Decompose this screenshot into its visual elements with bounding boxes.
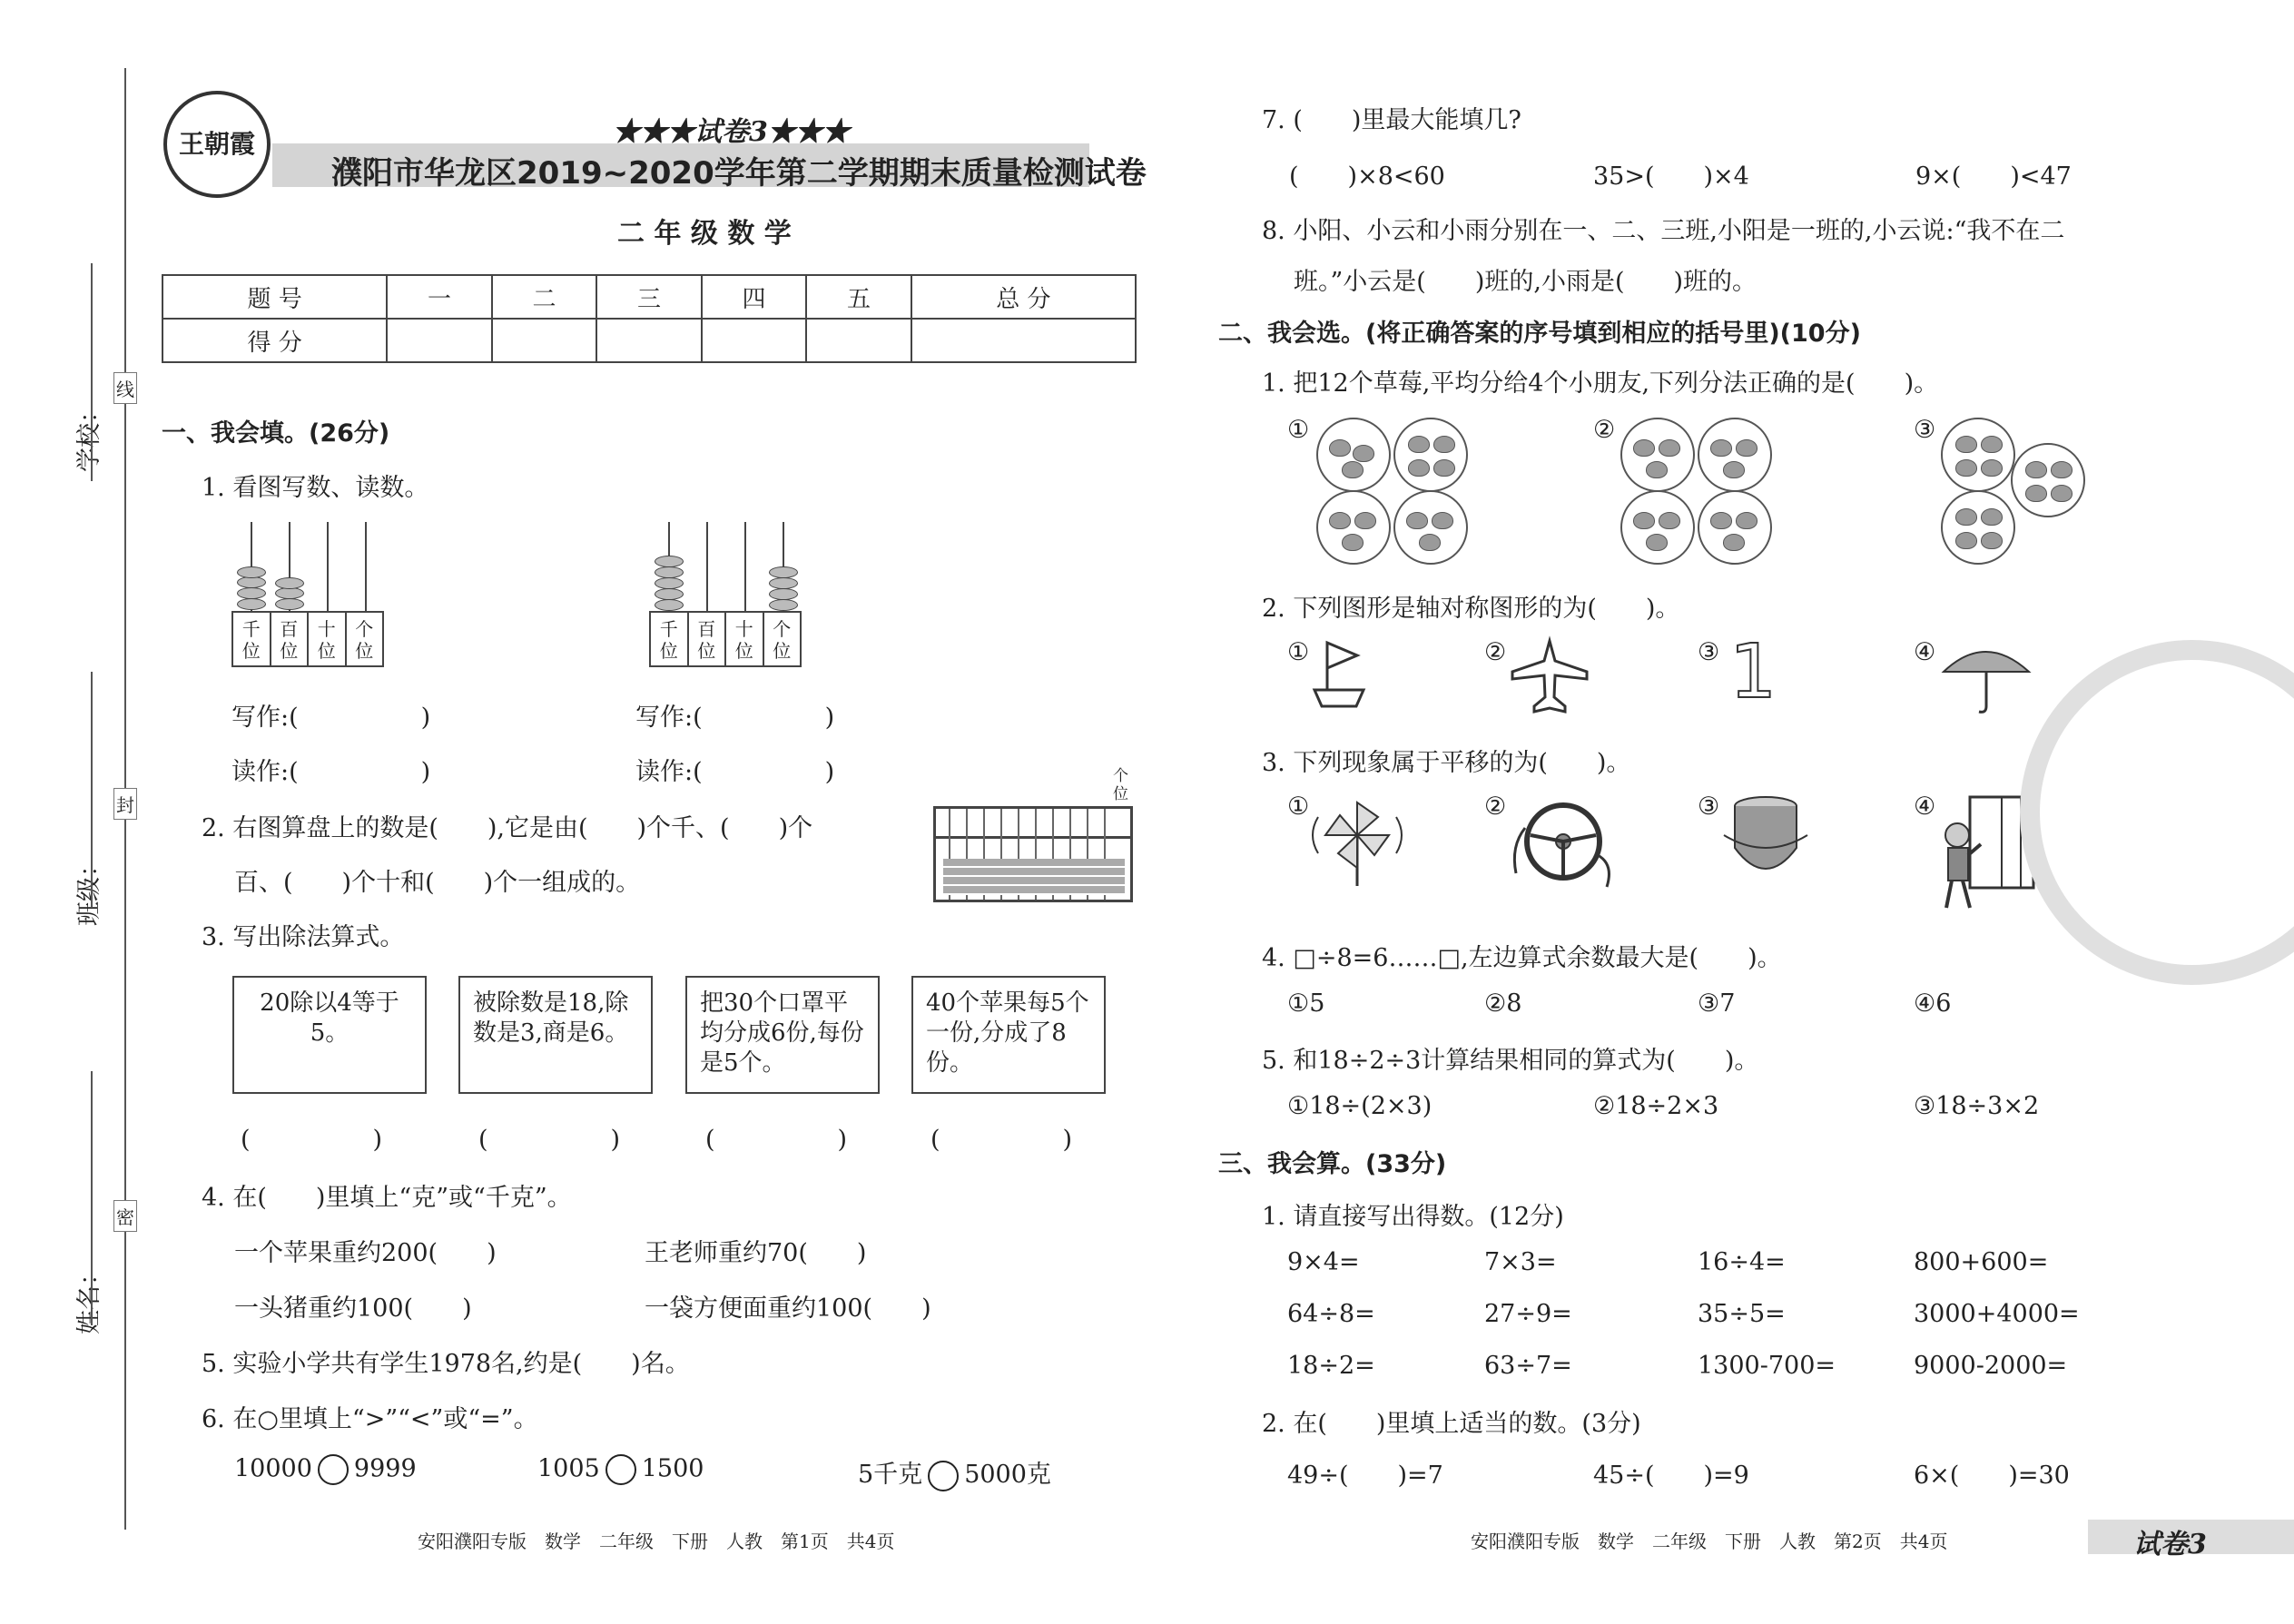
score-header-cell: 总 分 [911,275,1136,319]
abacus-2 [649,522,803,672]
seal-mark-2: 封 [113,788,137,820]
plate [1620,490,1695,565]
division-answer-1[interactable]: ( ) [241,1126,383,1154]
calc-item[interactable]: 64÷8= [1287,1300,1375,1328]
section-2-heading: 二、我会选。(将正确答案的序号填到相应的括号里)(10分) [1218,320,1861,348]
page-footer-right: 安阳濮阳专版 数学 二年级 下册 人教 第2页 共4页 [1471,1530,1948,1552]
question-2-line-1: 2. 右图算盘上的数是( ),它是由( )个千、( )个 [202,814,813,842]
score-header-cell: 四 [702,275,806,319]
compare-item-2 [537,1454,704,1485]
question-5: 5. 实验小学共有学生1978名,约是( )名。 [202,1350,690,1378]
question-1: 1. 看图写数、读数。 [202,474,429,502]
choice-question-5: 5. 和18÷2÷3计算结果相同的算式为( )。 [1262,1047,1759,1075]
question-4: 4. 在( )里填上“克”或“千克”。 [202,1184,572,1212]
calc-item[interactable]: 7×3= [1484,1248,1557,1276]
score-input-cell[interactable] [806,319,911,362]
option-choice[interactable]: ①5 [1287,989,1325,1018]
read-answer-2[interactable]: 读作:( ) [635,758,835,786]
logo-text: 王朝霞 [178,129,255,159]
choice-question-4: 4. □÷8=6……□,左边算式余数最大是( )。 [1262,944,1782,972]
choice-question-2: 2. 下列图形是轴对称图形的为( )。 [1262,595,1680,623]
option-label[interactable]: ① [1287,416,1310,444]
question-2-line-2: 百、( )个十和( )个一组成的。 [234,869,641,897]
question-4d[interactable]: 一袋方便面重约100( ) [645,1294,931,1323]
test-number-tag: 试卷3 [2133,1529,2207,1560]
option-label[interactable]: ③ [1914,416,1936,444]
compare-left: 1005 [537,1454,600,1483]
option-label[interactable]: ① [1287,638,1310,666]
pinwheel-icon [1307,790,1416,890]
place-label: 千位 [651,613,689,665]
fill-item[interactable]: 45÷( )=9 [1593,1462,1749,1490]
calc-item[interactable]: 9×4= [1287,1248,1360,1276]
read-answer-1[interactable]: 读作:( ) [231,758,431,786]
spinning-top-icon [1720,790,1811,890]
class-label: 班级： [75,852,103,926]
exam-title: 濮阳市华龙区2019~2020学年第二学期期末质量检测试卷 [331,155,1147,192]
compare-circle[interactable] [928,1461,959,1491]
option-label[interactable]: ④ [1914,792,1936,821]
choice-question-3: 3. 下列现象属于平移的为( )。 [1262,749,1631,777]
test-badge: ★★★试卷3★★★ [613,116,850,148]
question-7a[interactable]: ( )×8<60 [1289,162,1445,191]
digit-one-figure: 1 [1729,629,1777,715]
place-label: 十位 [309,613,347,665]
score-input-cell[interactable] [596,319,701,362]
plate [1698,418,1772,492]
plate [1941,490,2015,565]
question-7c[interactable]: 9×( )<47 [1915,162,2072,191]
option-label[interactable]: ③ [1698,638,1720,666]
umbrella-icon [1938,635,2033,717]
option-label[interactable]: ② [1484,792,1507,821]
choice-question-1: 1. 把12个草莓,平均分给4个小朋友,下列分法正确的是( )。 [1262,369,1939,398]
place-label: 千位 [233,613,271,665]
compare-right: 9999 [353,1454,417,1483]
publisher-logo [163,91,271,198]
division-prompt-3: 把30个口罩平均分成6份,每份是5个。 [685,976,880,1094]
name-blank [91,1071,93,1325]
question-6: 6. 在○里填上“>”“<”或“=”。 [202,1405,538,1433]
division-prompt-2: 被除数是18,除数是3,商是6。 [458,976,653,1094]
place-label: 百位 [271,613,310,665]
compare-right: 5000克 [964,1461,1051,1489]
compare-right: 1500 [641,1454,704,1483]
division-answer-3[interactable]: ( ) [705,1126,848,1154]
question-4b[interactable]: 王老师重约70( ) [645,1239,867,1267]
question-3: 3. 写出除法算式。 [202,923,405,951]
division-answer-4[interactable]: ( ) [930,1126,1073,1154]
calc-item[interactable]: 35÷5= [1698,1300,1786,1328]
option-choice[interactable]: ①18÷(2×3) [1287,1092,1433,1120]
option-label[interactable]: ② [1593,416,1616,444]
question-7b[interactable]: 35>( )×4 [1593,162,1749,191]
compare-item-3 [858,1454,1051,1491]
compare-left: 10000 [234,1454,312,1483]
question-4c[interactable]: 一头猪重约100( ) [234,1294,472,1323]
abacus-1 [231,522,386,672]
calc-item[interactable]: 3000+4000= [1914,1300,2080,1328]
section-3-heading: 三、我会算。(33分) [1218,1150,1447,1178]
score-input-cell[interactable] [387,319,491,362]
plate [2011,443,2085,517]
calc-question-2: 2. 在( )里填上适当的数。(3分) [1262,1410,1641,1438]
plate [1393,490,1468,565]
score-input-cell[interactable] [702,319,806,362]
fill-item[interactable]: 6×( )=30 [1914,1462,2070,1490]
plate [1393,418,1468,492]
option-label[interactable]: ② [1484,638,1507,666]
calc-item[interactable]: 800+600= [1914,1248,2049,1276]
write-answer-1[interactable]: 写作:( ) [231,704,431,732]
plate [1698,490,1772,565]
plate [1316,490,1391,565]
option-label[interactable]: ④ [1914,638,1936,666]
calc-item[interactable]: 1300-700= [1698,1352,1836,1380]
calc-item[interactable]: 9000-2000= [1914,1352,2068,1380]
page-footer-left: 安阳濮阳专版 数学 二年级 下册 人教 第1页 共4页 [418,1530,895,1552]
place-label: 个位 [773,618,792,662]
compare-item-1 [234,1454,417,1485]
steering-wheel-icon [1507,792,1616,896]
calc-item[interactable]: 27÷9= [1484,1300,1572,1328]
airplane-icon [1507,634,1593,720]
score-header-cell: 二 [492,275,596,319]
plate [1620,418,1695,492]
option-choice[interactable]: ④6 [1914,989,1952,1018]
option-choice[interactable]: ③18÷3×2 [1914,1092,2040,1120]
division-answer-2[interactable]: ( ) [478,1126,621,1154]
secret-seal-stamp [2020,640,2294,985]
school-label: 学校： [75,399,103,472]
name-label: 姓名： [75,1261,103,1334]
option-choice[interactable]: ③7 [1698,989,1736,1018]
sailboat-icon [1307,635,1371,713]
question-8-line-1: 8. 小阳、小云和小雨分别在一、二、三班,小阳是一班的,小云说:“我不在二 [1262,217,2065,245]
score-header-cell: 三 [596,275,701,319]
compare-circle[interactable] [318,1454,349,1485]
score-header-cell: 题 号 [162,275,387,319]
option-choice[interactable]: ②8 [1484,989,1522,1018]
plate [1316,418,1391,492]
calc-item[interactable]: 16÷4= [1698,1248,1786,1276]
score-input-cell[interactable] [492,319,596,362]
section-1-heading: 一、我会填。(26分) [162,419,390,448]
question-4a[interactable]: 一个苹果重约200( ) [234,1239,497,1267]
fill-item[interactable]: 49÷( )=7 [1287,1462,1443,1490]
subject-title: 二 年 级 数 学 [617,218,792,250]
compare-left: 5千克 [858,1461,923,1489]
place-label: 百位 [689,613,727,665]
calc-item[interactable]: 63÷7= [1484,1352,1572,1380]
write-answer-2[interactable]: 写作:( ) [635,704,835,732]
seal-mark-1: 线 [113,372,137,404]
division-prompt-4: 40个苹果每5个一份,分成了8份。 [911,976,1106,1094]
suanpan-image [933,806,1133,902]
option-choice[interactable]: ②18÷2×3 [1593,1092,1719,1120]
school-blank [91,263,93,481]
calc-item[interactable]: 18÷2= [1287,1352,1375,1380]
calc-question-1: 1. 请直接写出得数。(12分) [1262,1203,1564,1231]
plate [1941,418,2015,492]
score-header-cell: 一 [387,275,491,319]
option-label[interactable]: ③ [1698,792,1720,821]
option-label[interactable]: ① [1287,792,1310,821]
place-label: 个位 [355,618,374,662]
score-header-cell: 五 [806,275,911,319]
score-label-cell: 得 分 [162,319,387,362]
place-label: 十位 [726,613,764,665]
question-8-line-2[interactable]: 班。”小云是( )班的,小雨是( )班的。 [1294,268,1757,296]
class-blank [91,672,93,908]
division-prompt-1: 20除以4等于5。 [232,976,427,1094]
score-table [162,274,1137,363]
question-7: 7. ( )里最大能填几? [1262,106,1521,134]
seal-mark-3: 密 [113,1200,137,1232]
suanpan-unit-label: 个位 [1113,767,1128,803]
compare-circle[interactable] [605,1454,636,1485]
score-input-cell[interactable] [911,319,1136,362]
